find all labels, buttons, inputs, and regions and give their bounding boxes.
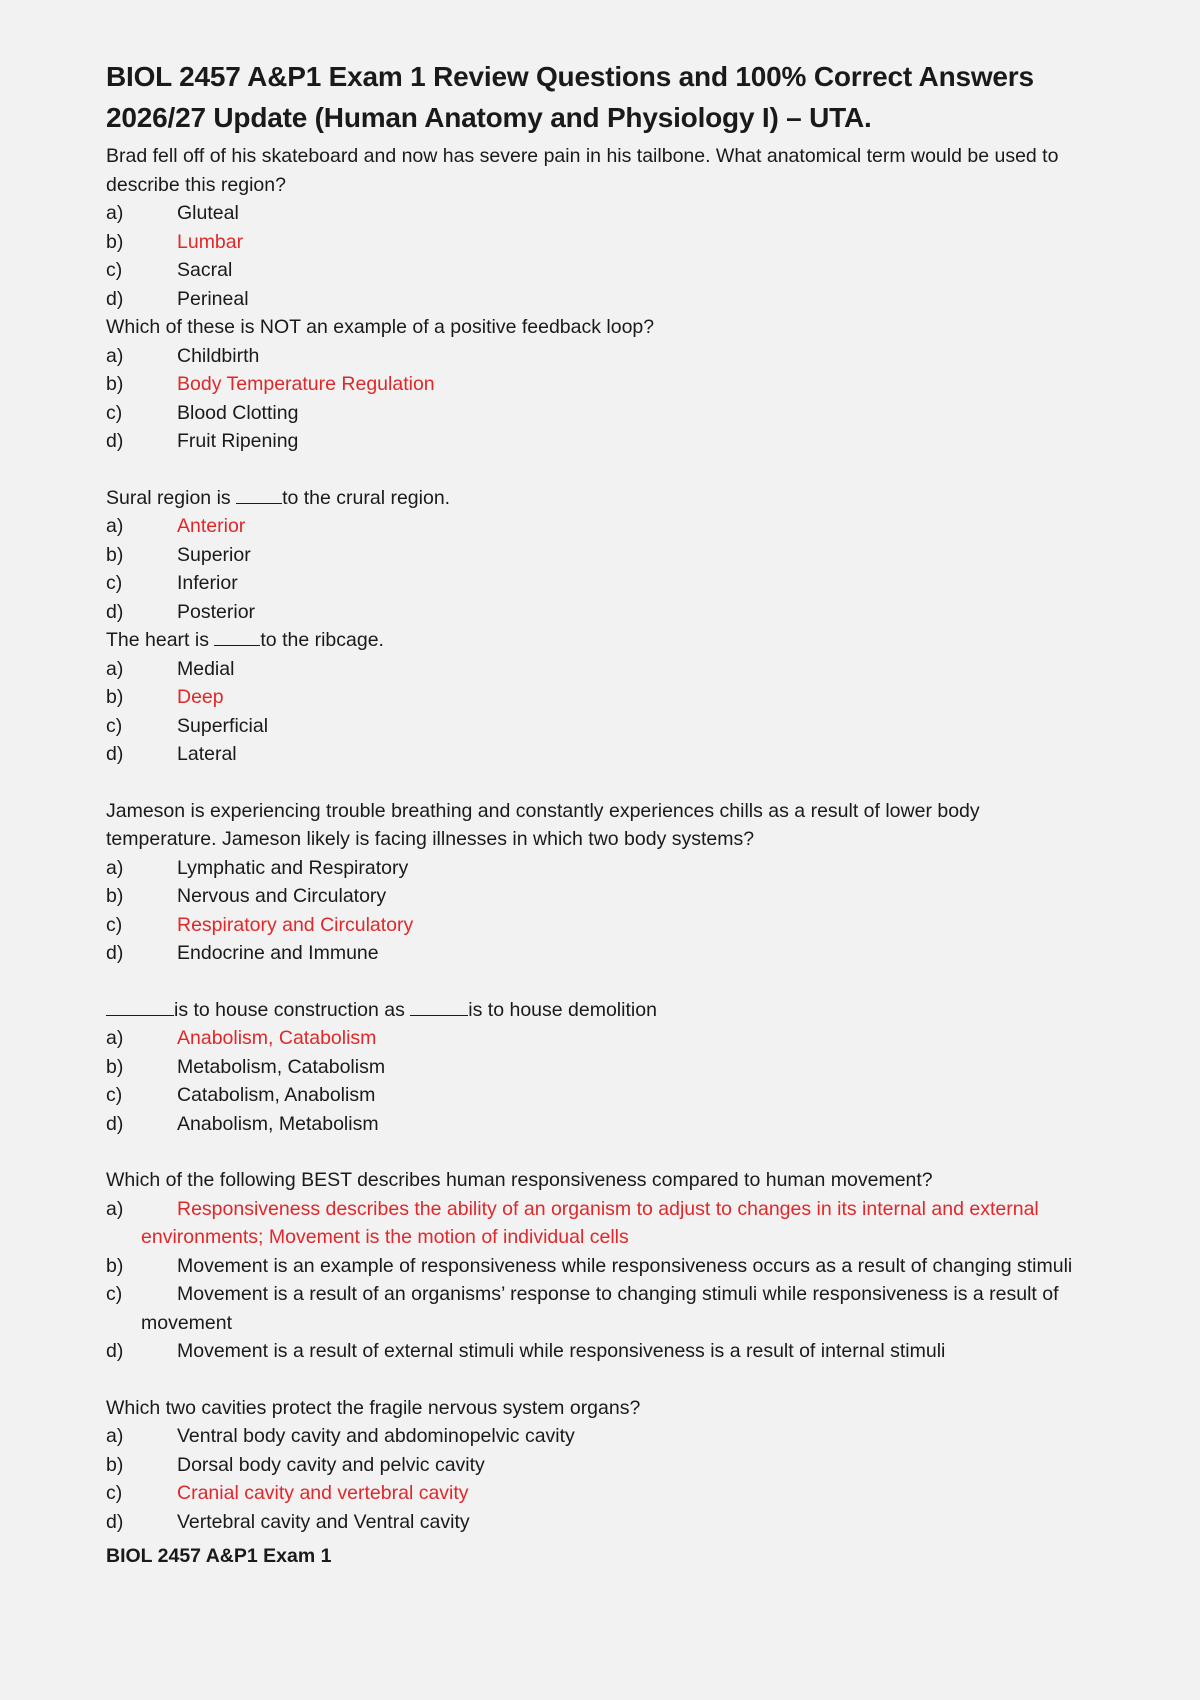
question-text-before: Sural region is [106, 486, 237, 509]
document-title [106, 56, 1080, 138]
option-text: Vertebral cavity and Ventral cavity [177, 1510, 470, 1533]
option-text: Respiratory and Circulatory [177, 913, 414, 936]
answer-blank [214, 626, 260, 646]
question-block [106, 1394, 1080, 1537]
option-letter: c) [106, 572, 123, 594]
question-text [106, 484, 1080, 513]
answer-blank [106, 996, 174, 1016]
question-text: Which of these is NOT an example of a positive feedback loop? [106, 316, 655, 338]
option-letter: b) [106, 1453, 124, 1476]
option-letter: b) [106, 1254, 124, 1277]
option [106, 1422, 1080, 1451]
option-text: Lumbar [177, 230, 244, 253]
option [106, 1337, 1080, 1366]
option-letter: b) [106, 686, 124, 708]
option-letter: c) [106, 259, 123, 281]
option [106, 285, 1080, 314]
option-letter: d) [106, 1510, 124, 1533]
option-text: Gluteal [177, 202, 239, 224]
option [106, 342, 1080, 371]
option-text: Posterior [177, 600, 256, 623]
option-text: Inferior [177, 572, 238, 594]
option-letter: a) [106, 657, 124, 680]
option-letter: a) [106, 344, 124, 367]
option-correct [106, 370, 1080, 399]
spacer [106, 1138, 1080, 1166]
option-text: Movement is an example of responsiveness while responsiveness occurs as a result of changing stimuli [177, 1254, 1073, 1277]
option-text-continued: environments; Movement is the motion of individual cells [141, 1226, 629, 1248]
option-text: Superficial [177, 714, 269, 737]
option-letter: a) [106, 1425, 124, 1447]
option-text: Lateral [177, 743, 237, 765]
question-text-after: to the crural region. [282, 486, 451, 509]
option-letter: c) [106, 1482, 123, 1504]
question-text: Which two cavities protect the fragile nervous system organs? [106, 1396, 641, 1419]
option-text: Childbirth [177, 344, 260, 367]
option-text: Anabolism, Metabolism [177, 1112, 379, 1135]
question-block [106, 484, 1080, 627]
option-text: Fruit Ripening [177, 430, 299, 452]
option-letter: d) [106, 1112, 124, 1135]
option [106, 1110, 1080, 1139]
option [106, 1451, 1080, 1480]
option [106, 1053, 1080, 1082]
option [106, 882, 1080, 911]
option-letter: b) [106, 885, 124, 907]
option [106, 399, 1080, 428]
question-text: Jameson is experiencing trouble breathing and constantly experiences chills as a result of lower body temperature. Jameson likely is facing illnesses in which two body systems? [106, 799, 980, 850]
answer-blank [236, 484, 282, 504]
option-letter: c) [106, 714, 123, 737]
option-text: Blood Clotting [177, 401, 299, 424]
option-letter: b) [106, 373, 124, 395]
option-correct [106, 1024, 1080, 1053]
spacer [106, 1366, 1080, 1394]
option-letter: d) [106, 600, 124, 623]
option-text: Body Temperature Regulation [177, 373, 435, 395]
option-letter: b) [106, 543, 124, 566]
option-text: Catabolism, Anabolism [177, 1084, 376, 1106]
option-letter: b) [106, 230, 124, 253]
question-block [106, 313, 1080, 456]
question-block [106, 797, 1080, 968]
option-letter: c) [106, 1283, 123, 1305]
title-line-2: 2026/27 Update (Human Anatomy and Physiology I) – UTA. [106, 102, 872, 133]
option-text: Nervous and Circulatory [177, 885, 387, 907]
option-letter: a) [106, 515, 124, 537]
option-text: Movement is a result of external stimuli while responsiveness is a result of internal stimuli [177, 1340, 946, 1362]
question-text-after: to the ribcage. [260, 629, 384, 651]
option [106, 1252, 1080, 1281]
option-text: Superior [177, 543, 251, 566]
option-letter: d) [106, 287, 124, 310]
option-letter: a) [106, 1027, 124, 1049]
spacer [106, 968, 1080, 996]
option [106, 740, 1080, 769]
option-correct [106, 911, 1080, 940]
option-letter: a) [106, 856, 124, 879]
option-correct [106, 512, 1080, 541]
option [106, 569, 1080, 598]
spacer [106, 456, 1080, 484]
option [106, 1081, 1080, 1110]
answer-blank [410, 996, 468, 1016]
option-letter: d) [106, 743, 124, 765]
question-text-before: The heart is [106, 629, 215, 651]
title-line-1: BIOL 2457 A&P1 Exam 1 Review Questions and 100% Correct Answers [106, 61, 1034, 92]
spacer [106, 769, 1080, 797]
option-text: Anterior [177, 515, 246, 537]
option-correct [106, 1479, 1080, 1508]
option [106, 854, 1080, 883]
question-block [106, 1166, 1080, 1366]
option [106, 427, 1080, 456]
option-letter: b) [106, 1055, 124, 1078]
option-letter: d) [106, 1340, 124, 1362]
question-text [106, 996, 1080, 1025]
option [106, 541, 1080, 570]
option-letter: c) [106, 913, 123, 936]
option [106, 199, 1080, 228]
option-text: Cranial cavity and vertebral cavity [177, 1482, 469, 1504]
option [106, 712, 1080, 741]
option [106, 939, 1080, 968]
question-text-after: is to house demolition [468, 998, 657, 1021]
option-correct [106, 1195, 1080, 1252]
question-block [106, 996, 1080, 1139]
question-block [106, 626, 1080, 769]
option [106, 1280, 1080, 1337]
option-text: Movement is a result of an organisms’ response to changing stimuli while responsiveness is a result of [177, 1283, 1059, 1305]
question-block [106, 142, 1080, 313]
option-text: Responsiveness describes the ability of an organism to adjust to changes in its internal and external [177, 1197, 1039, 1220]
page-footer: BIOL 2457 A&P1 Exam 1 [106, 1545, 332, 1567]
question-text-mid: is to house construction as [174, 998, 411, 1021]
option-text: Perineal [177, 287, 249, 310]
option-text: Medial [177, 657, 235, 680]
question-text: Which of the following BEST describes human responsiveness compared to human movement? [106, 1169, 933, 1191]
question-text: Brad fell off of his skateboard and now has severe pain in his tailbone. What anatomical term would be used to describe this region? [106, 145, 1059, 196]
option-text: Deep [177, 686, 224, 708]
option-text: Lymphatic and Respiratory [177, 856, 409, 879]
option-letter: d) [106, 942, 124, 964]
option-letter: a) [106, 1197, 124, 1220]
option-text: Sacral [177, 259, 233, 281]
option-correct [106, 683, 1080, 712]
option-text: Anabolism, Catabolism [177, 1027, 377, 1049]
option-text-continued: movement [141, 1311, 233, 1334]
question-text [106, 626, 1080, 655]
option-text: Metabolism, Catabolism [177, 1055, 386, 1078]
option-letter: d) [106, 430, 124, 452]
option [106, 1508, 1080, 1537]
option-letter: c) [106, 1084, 123, 1106]
option-text: Dorsal body cavity and pelvic cavity [177, 1453, 485, 1476]
option [106, 256, 1080, 285]
option-text: Endocrine and Immune [177, 942, 379, 964]
option [106, 598, 1080, 627]
option-letter: a) [106, 202, 124, 224]
option [106, 655, 1080, 684]
option-letter: c) [106, 401, 123, 424]
option-correct [106, 228, 1080, 257]
option-text: Ventral body cavity and abdominopelvic cavity [177, 1425, 575, 1447]
